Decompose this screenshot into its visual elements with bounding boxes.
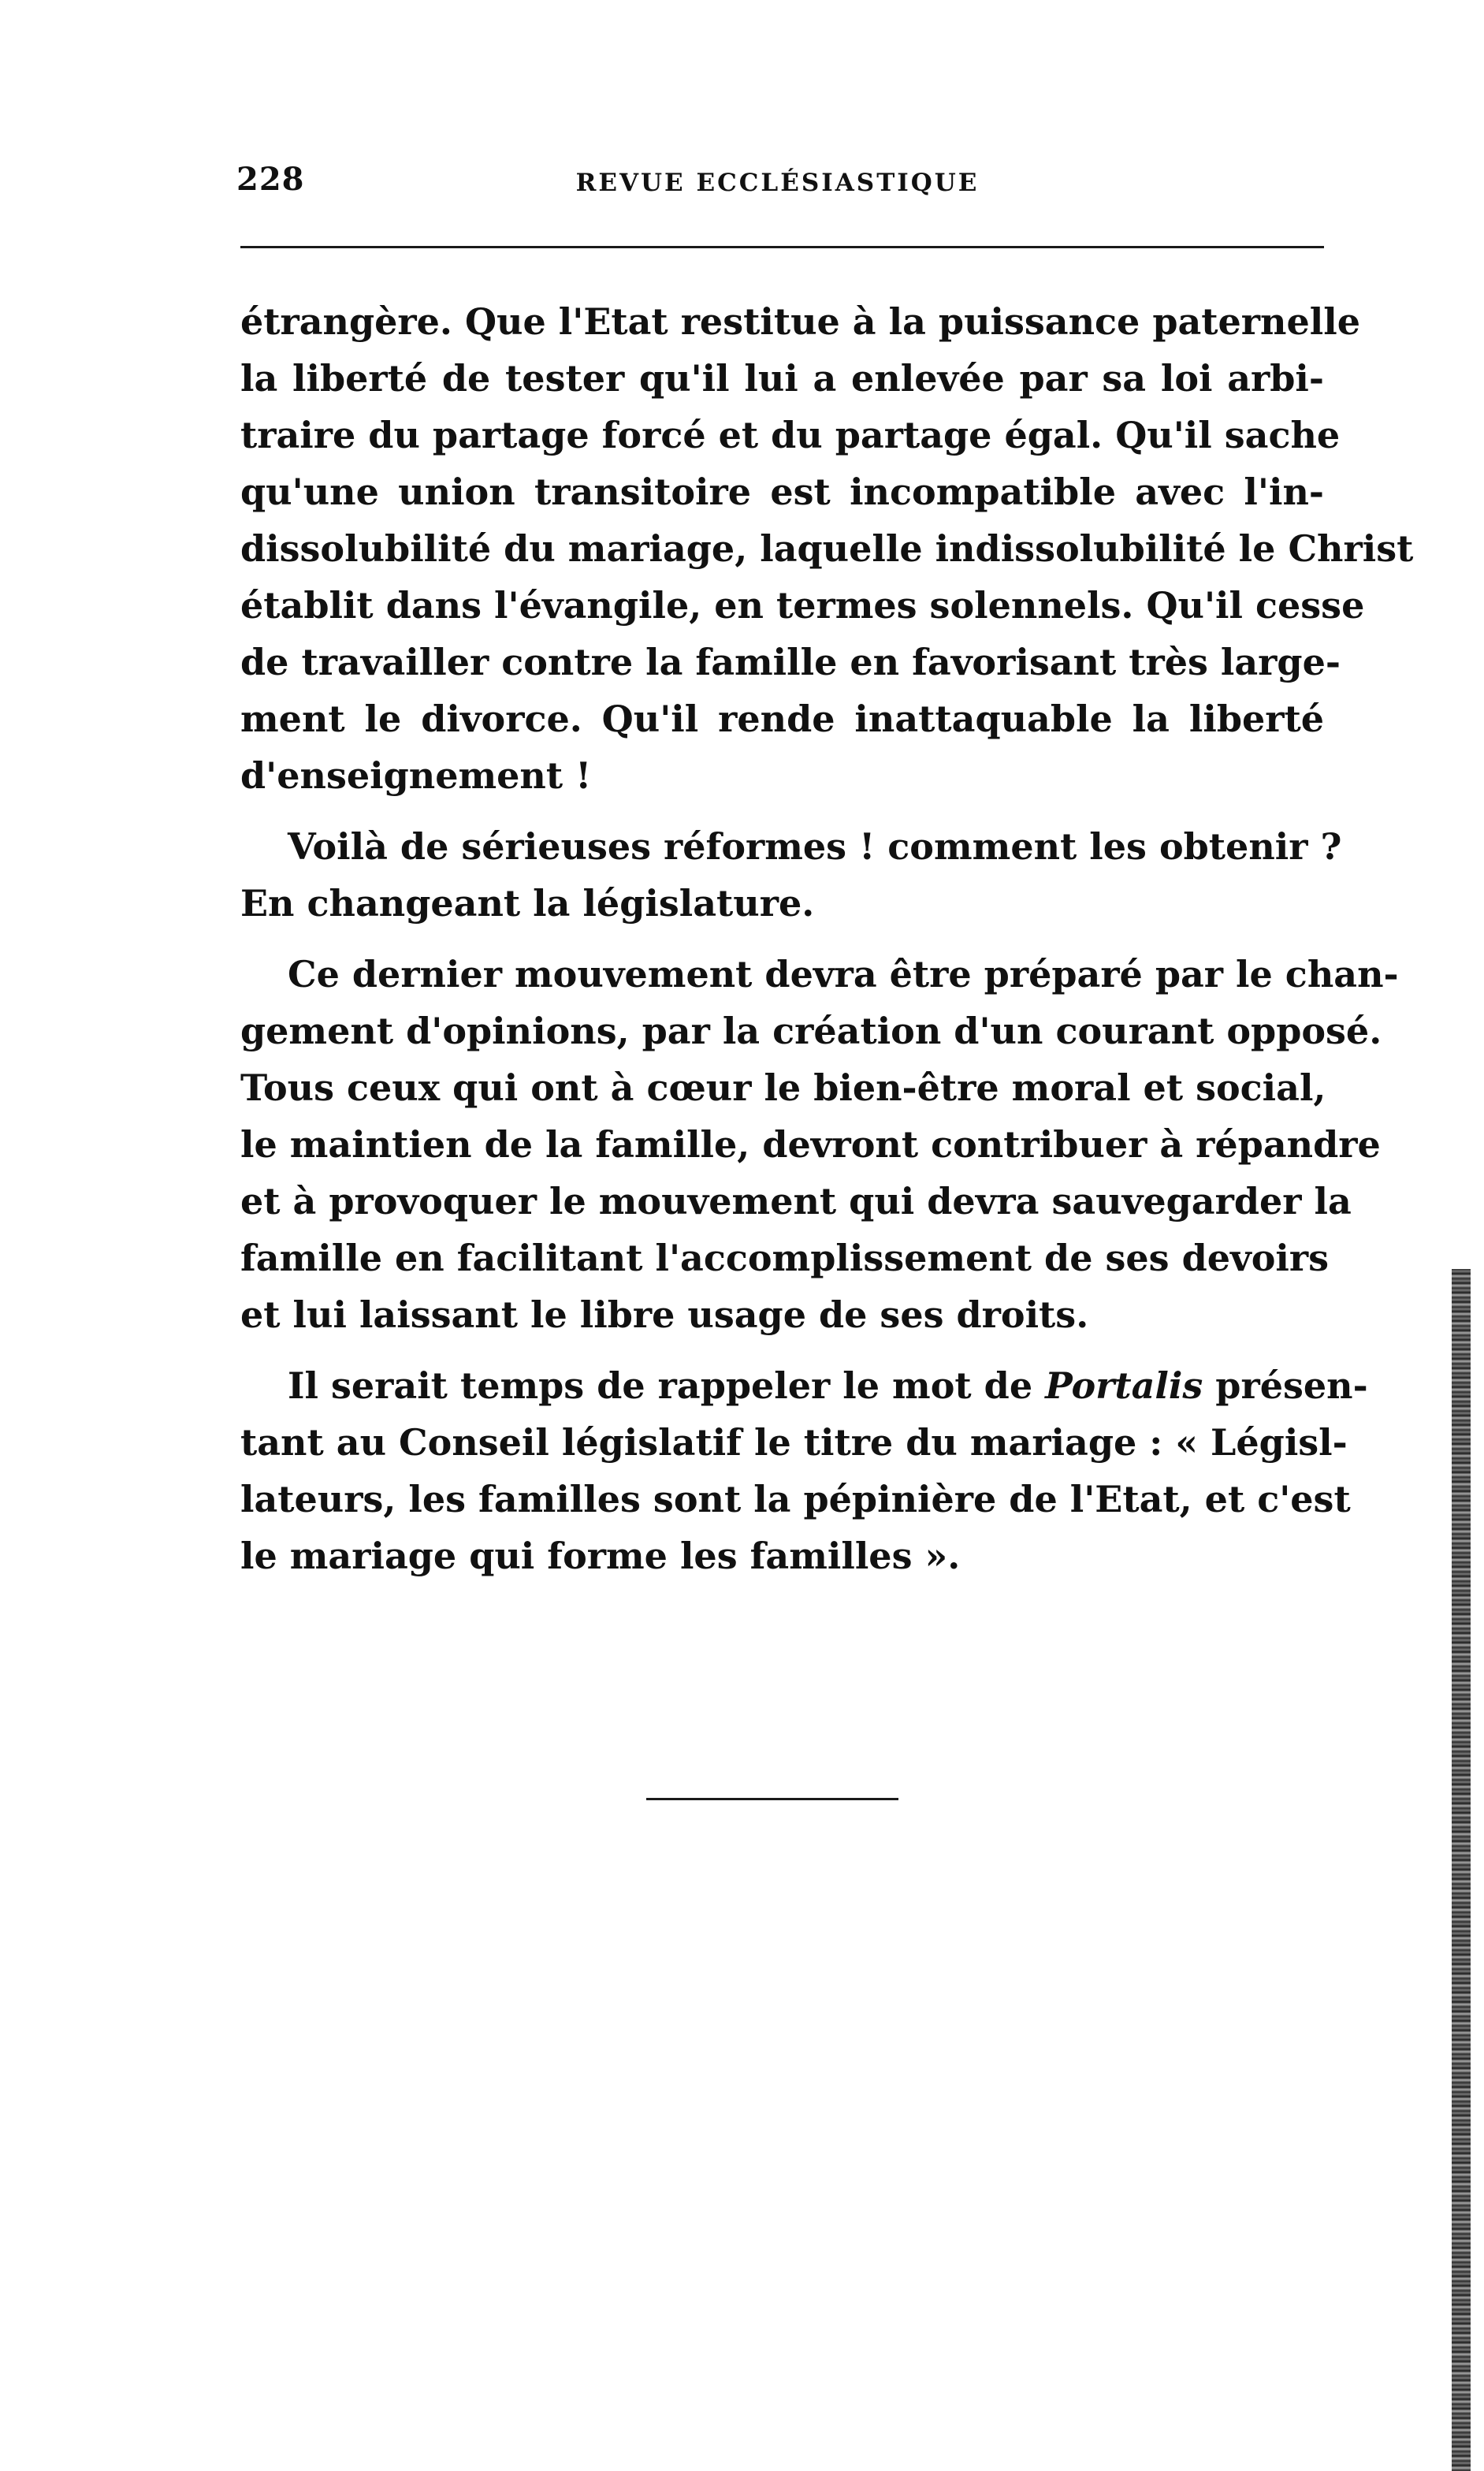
text-line: établit dans l'évangile, en termes solennels. Qu'il cesse bbox=[240, 584, 1365, 627]
text-line: ment le divorce. Qu'il rende inattaquable la liberté bbox=[240, 698, 1324, 740]
paragraph-2 bbox=[240, 818, 1342, 932]
text-line bbox=[240, 1357, 1368, 1414]
text-line: Ce dernier mouvement devra être préparé par le chan- bbox=[288, 953, 1399, 995]
text-line: le maintien de la famille, devront contribuer à répandre bbox=[240, 1123, 1381, 1166]
text-line: dissolubilité du mariage, laquelle indissolubilité le Christ bbox=[240, 527, 1414, 570]
running-title: REVUE ECCLÉSIASTIQUE bbox=[575, 169, 980, 197]
scan-edge-artifact bbox=[1452, 1269, 1471, 2471]
paragraph-4 bbox=[240, 1357, 1368, 1584]
text-line: Tous ceux qui ont à cœur le bien-être moral et social, bbox=[240, 1066, 1326, 1109]
text-line: étrangère. Que l'Etat restitue à la puissance paternelle bbox=[240, 300, 1360, 343]
italic-name: Portalis bbox=[1045, 1364, 1203, 1407]
paragraph-3 bbox=[240, 946, 1399, 1343]
header-rule bbox=[240, 246, 1324, 248]
body-text bbox=[240, 293, 1414, 1584]
text-line: tant au Conseil législatif le titre du mariage : « Législ- bbox=[240, 1421, 1348, 1464]
paragraph-1 bbox=[240, 293, 1414, 804]
closing-rule bbox=[646, 1798, 898, 1800]
text-line: la liberté de tester qu'il lui a enlevée par sa loi arbi- bbox=[240, 357, 1324, 400]
text-line: de travailler contre la famille en favorisant très large- bbox=[240, 641, 1341, 683]
text-line: et lui laissant le libre usage de ses droits. bbox=[240, 1293, 1089, 1336]
text-line: et à provoquer le mouvement qui devra sauvegarder la bbox=[240, 1180, 1352, 1222]
text-line: qu'une union transitoire est incompatible avec l'in- bbox=[240, 471, 1324, 513]
text-line: le mariage qui forme les familles ». bbox=[240, 1535, 961, 1577]
text-line: d'enseignement ! bbox=[240, 754, 592, 797]
text-line: En changeant la législature. bbox=[240, 882, 815, 925]
text-line: famille en facilitant l'accomplissement de ses devoirs bbox=[240, 1237, 1330, 1279]
text-line: lateurs, les familles sont la pépinière de l'Etat, et c'est bbox=[240, 1478, 1351, 1520]
text-line: Voilà de sérieuses réformes ! comment les obtenir ? bbox=[288, 825, 1342, 868]
text-line: traire du partage forcé et du partage égal. Qu'il sache bbox=[240, 414, 1341, 456]
text-segment: présen- bbox=[1203, 1364, 1368, 1407]
page-number: 228 bbox=[236, 161, 305, 198]
text-segment: Il serait temps de rappeler le mot de bbox=[288, 1364, 1046, 1407]
text-line: gement d'opinions, par la création d'un courant opposé. bbox=[240, 1010, 1382, 1052]
